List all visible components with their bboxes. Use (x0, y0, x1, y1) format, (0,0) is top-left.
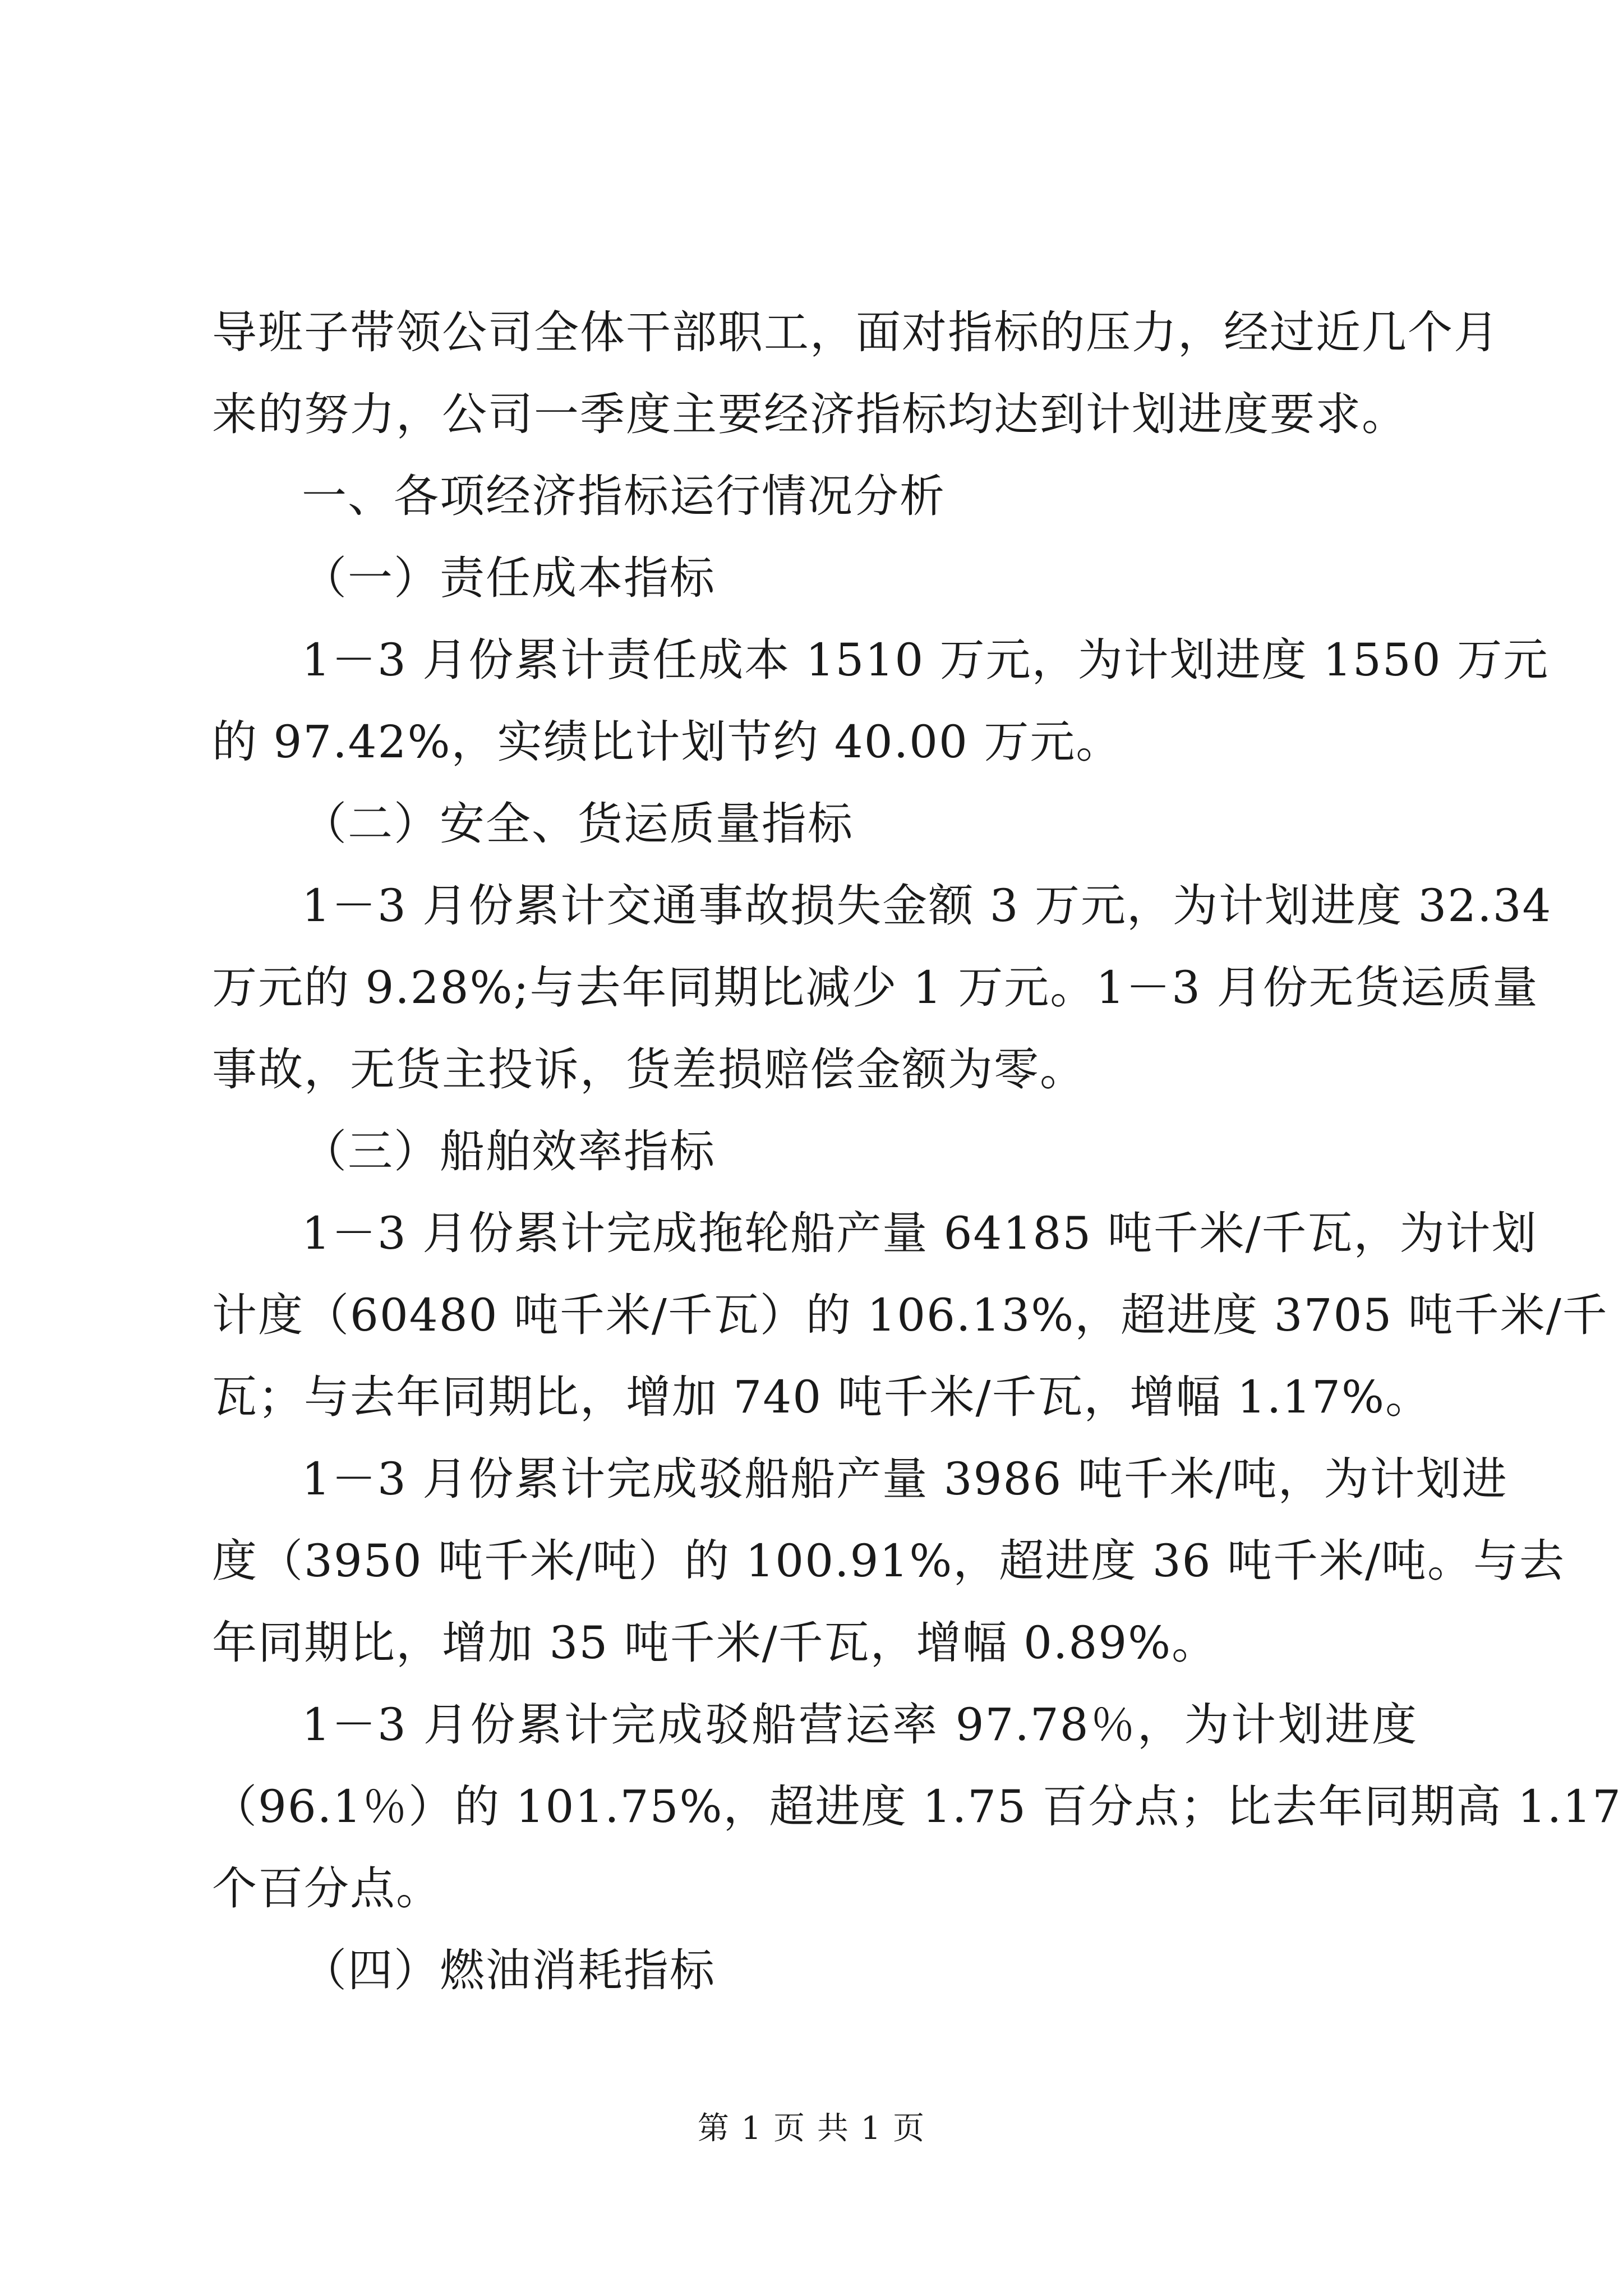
paragraph-section-1-heading (212, 455, 1418, 537)
text-line: 1－3 月份累计交通事故损失金额 3 万元，为计划进度 32.34 (302, 880, 1552, 932)
text-line: 事故，无货主投诉，货差损赔偿金额为零。 (212, 1043, 1086, 1096)
text-line: 计度（60480 吨千米/千瓦）的 106.13%，超进度 3705 吨千米/千 (212, 1289, 1608, 1341)
text-line: 个百分点。 (212, 1862, 442, 1915)
paragraph-safety-quality (212, 865, 1552, 1111)
text-line: （二）安全、货运质量指标 (302, 798, 854, 850)
paragraph-subsection-1-heading (212, 537, 1418, 619)
text-line: 导班子带领公司全体干部职工，面对指标的压力，经过近几个月 (212, 306, 1500, 358)
paragraph-barge-operation-rate (212, 1684, 1622, 1930)
text-line: 万元的 9.28%;与去年同期比减少 1 万元。1－3 月份无货运质量 (212, 961, 1539, 1014)
text-line: 度（3950 吨千米/吨）的 100.91%，超进度 36 吨千米/吨。与去 (212, 1535, 1565, 1587)
paragraph-intro (212, 292, 1500, 455)
text-line: 瓦；与去年同期比，增加 740 吨千米/千瓦，增幅 1.17%。 (212, 1371, 1432, 1423)
text-line: 一、各项经济指标运行情况分析 (302, 470, 946, 522)
text-line: 年同期比，增加 35 吨千米/千瓦，增幅 0.89%。 (212, 1617, 1218, 1669)
text-line: （四）燃油消耗指标 (302, 1944, 716, 1996)
document-body (212, 292, 1622, 2012)
text-line: （96.1％）的 101.75%，超进度 1.75 百分点；比去年同期高 1.17 (212, 1780, 1622, 1833)
text-line: （三）船舶效率指标 (302, 1125, 716, 1177)
text-line: 来的努力，公司一季度主要经济指标均达到计划进度要求。 (212, 388, 1408, 440)
text-line: （一）责任成本指标 (302, 552, 716, 604)
paragraph-responsibility-cost (212, 619, 1550, 783)
page-footer: 第 1 页 共 1 页 (697, 2110, 926, 2147)
text-line: 1－3 月份累计完成拖轮船产量 64185 吨千米/千瓦，为计划 (302, 1207, 1538, 1259)
text-line: 1－3 月份累计完成驳船船产量 3986 吨千米/吨，为计划进 (302, 1453, 1508, 1505)
paragraph-barge-output (212, 1438, 1565, 1684)
paragraph-tugboat-output (212, 1193, 1608, 1438)
text-line: 1－3 月份累计责任成本 1510 万元，为计划进度 1550 万元 (302, 634, 1550, 686)
paragraph-subsection-4-heading (212, 1930, 1418, 2012)
text-line: 1－3 月份累计完成驳船营运率 97.78％，为计划进度 (302, 1699, 1418, 1751)
paragraph-subsection-2-heading (212, 783, 1418, 865)
text-line: 的 97.42%，实绩比计划节约 40.00 万元。 (212, 716, 1122, 768)
paragraph-subsection-3-heading (212, 1111, 1418, 1193)
